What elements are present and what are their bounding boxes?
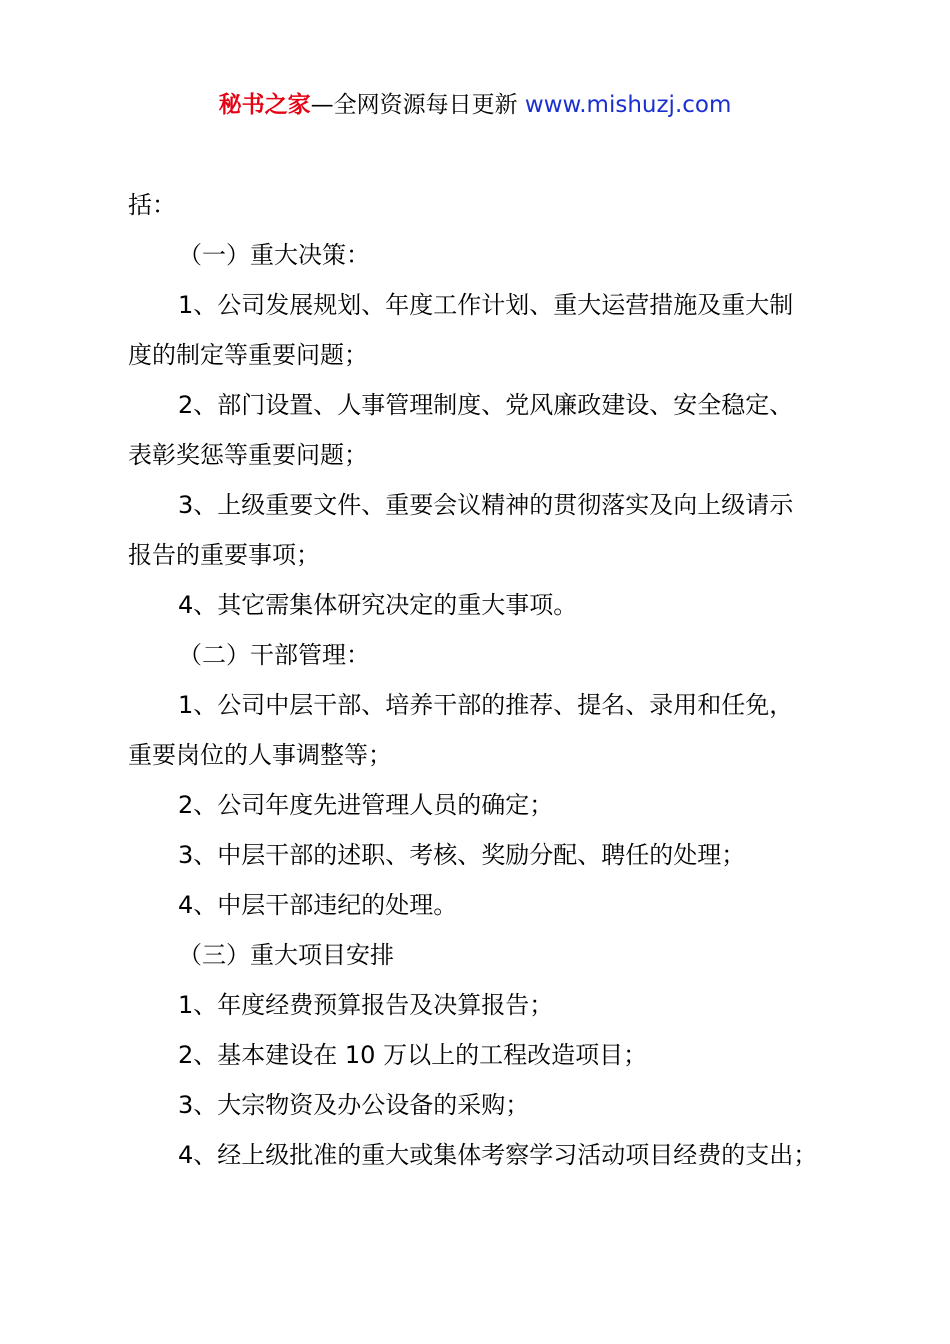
list-item: 4、经上级批准的重大或集体考察学习活动项目经费的支出； xyxy=(178,1141,818,1169)
list-item-continuation: 重要岗位的人事调整等； xyxy=(128,741,392,769)
section-heading-major-decisions: （一）重大决策： xyxy=(178,241,370,269)
list-item-continuation: 报告的重要事项； xyxy=(128,541,320,569)
list-item-continuation: 度的制定等重要问题； xyxy=(128,341,368,369)
list-item: 3、上级重要文件、重要会议精神的贯彻落实及向上级请示 xyxy=(178,491,794,519)
section-heading-cadre-management: （二）干部管理： xyxy=(178,641,370,669)
section-heading-major-projects: （三）重大项目安排 xyxy=(178,941,394,969)
list-item-continuation: 表彰奖惩等重要问题； xyxy=(128,441,368,469)
list-item: 1、公司发展规划、年度工作计划、重大运营措施及重大制 xyxy=(178,291,794,319)
header-tagline: —全网资源每日更新 xyxy=(310,92,525,118)
list-item: 3、大宗物资及办公设备的采购； xyxy=(178,1091,530,1119)
list-item: 1、公司中层干部、培养干部的推荐、提名、录用和任免， xyxy=(178,691,794,719)
list-item: 2、公司年度先进管理人员的确定； xyxy=(178,791,554,819)
document-body xyxy=(128,180,858,1180)
list-item: 4、其它需集体研究决定的重大事项。 xyxy=(178,591,578,619)
list-item: 3、中层干部的述职、考核、奖励分配、聘任的处理； xyxy=(178,841,746,869)
body-text-line: 括： xyxy=(128,191,176,219)
list-item: 2、基本建设在 10 万以上的工程改造项目； xyxy=(178,1041,648,1069)
brand-name: 秘书之家 xyxy=(218,92,311,118)
page-header xyxy=(0,88,950,122)
list-item: 4、中层干部违纪的处理。 xyxy=(178,891,458,919)
list-item: 2、部门设置、人事管理制度、党风廉政建设、安全稳定、 xyxy=(178,391,794,419)
list-item: 1、年度经费预算报告及决算报告； xyxy=(178,991,554,1019)
website-url[interactable]: www.mishuzj.com xyxy=(524,92,732,118)
